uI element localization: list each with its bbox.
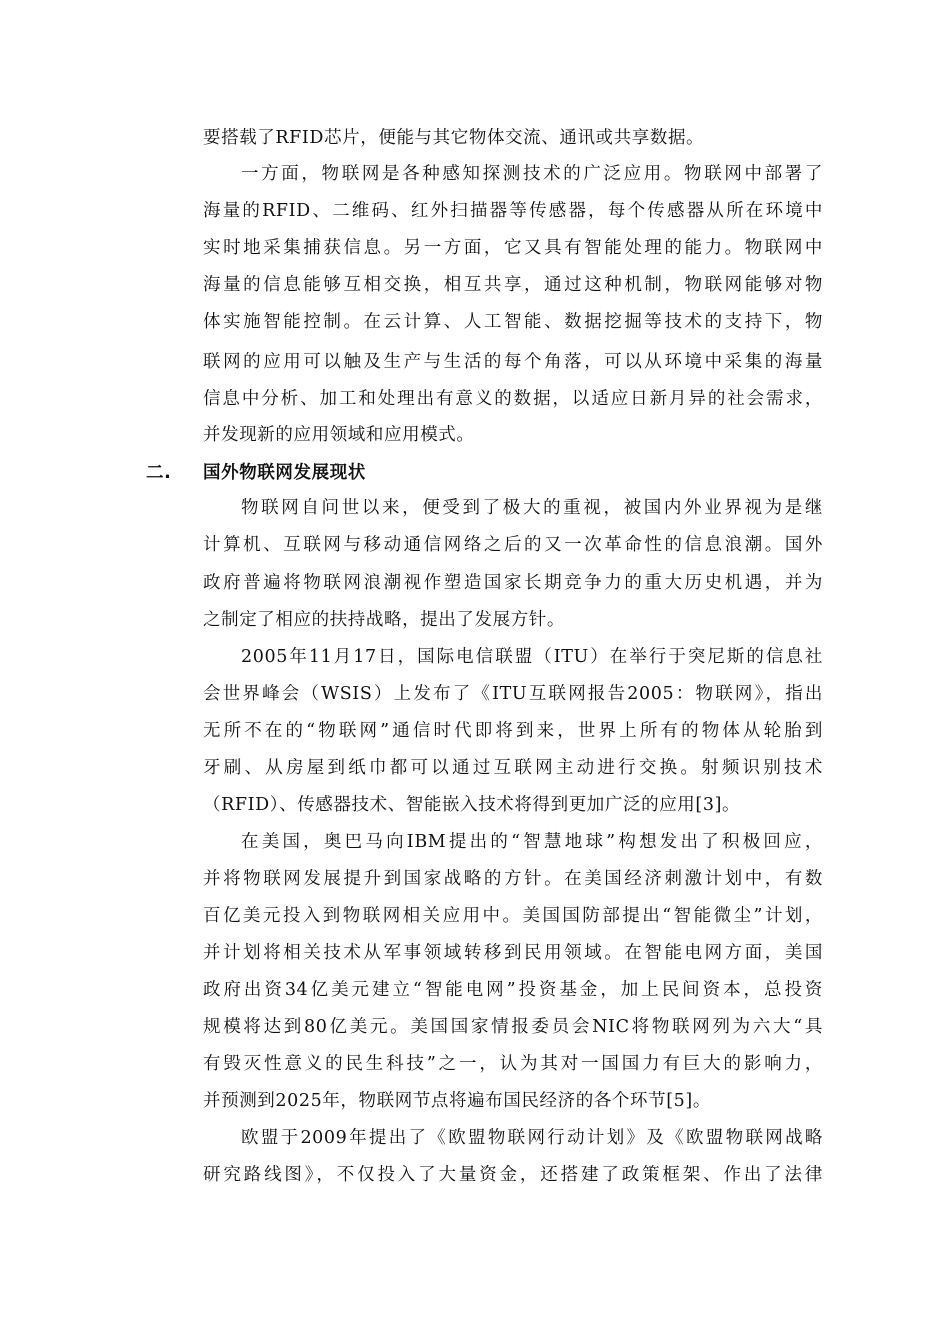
paragraph-line: 无所不在的“物联网”通信时代即将到来，世界上所有的物体从轮胎到 <box>203 721 823 741</box>
paragraph-line: （RFID）、传感器技术、智能嵌入技术将得到更加广泛的应用[3]。 <box>203 795 741 815</box>
section-heading: 国外物联网发展现状 <box>203 463 366 483</box>
paragraph-line: 一方面，物联网是各种感知探测技术的广泛应用。物联网中部署了 <box>241 164 823 184</box>
paragraph-line: 欧盟于2009年提出了《欧盟物联网行动计划》及《欧盟物联网战略 <box>241 1128 823 1148</box>
paragraph-line: 政府普遍将物联网浪潮视作塑造国家长期竞争力的重大历史机遇，并为 <box>203 573 823 593</box>
paragraph-line: 要搭载了RFID芯片，便能与其它物体交流、通讯或共享数据。 <box>203 128 705 148</box>
paragraph-line: 并将物联网发展提升到国家战略的方针。在美国经济刺激计划中，有数 <box>203 869 823 889</box>
paragraph-line: 联网的应用可以触及生产与生活的每个角落，可以从环境中采集的海量 <box>203 352 823 372</box>
paragraph-line: 研究路线图》，不仅投入了大量资金，还搭建了政策框架、作出了法律 <box>203 1165 823 1185</box>
paragraph-line: 海量的RFID、二维码、红外扫描器等传感器，每个传感器从所在环境中 <box>203 201 823 221</box>
paragraph-line: 在美国，奥巴马向IBM提出的“智慧地球”构想发出了积极回应， <box>241 832 823 852</box>
paragraph-line: 会世界峰会（WSIS）上发布了《ITU互联网报告2005：物联网》，指出 <box>203 684 823 704</box>
paragraph-line: 物联网自问世以来，便受到了极大的重视，被国内外业界视为是继 <box>241 498 823 518</box>
paragraph-line: 体实施智能控制。在云计算、人工智能、数据挖掘等技术的支持下，物 <box>203 312 823 332</box>
paragraph-line: 计算机、互联网与移动通信网络之后的又一次革命性的信息浪潮。国外 <box>203 535 823 555</box>
paragraph-line: 之制定了相应的扶持战略，提出了发展方针。 <box>203 610 565 630</box>
paragraph-line: 有毁灭性意义的民生科技”之一，认为其对一国国力有巨大的影响力， <box>203 1054 823 1074</box>
paragraph-line: 并预测到2025年，物联网节点将遍布国民经济的各个环节[5]。 <box>203 1091 711 1111</box>
paragraph-line: 海量的信息能够互相交换，相互共享，通过这种机制，物联网能够对物 <box>203 275 823 295</box>
paragraph-line: 百亿美元投入到物联网相关应用中。美国国防部提出“智能微尘”计划， <box>203 906 823 926</box>
paragraph-line: 并发现新的应用领域和应用模式。 <box>203 425 475 445</box>
paragraph-line: 信息中分析、加工和处理出有意义的数据，以适应日新月异的社会需求， <box>203 389 823 409</box>
section-number: 二. <box>146 463 172 483</box>
paragraph-line: 并计划将相关技术从军事领域转移到民用领域。在智能电网方面，美国 <box>203 943 823 963</box>
paragraph-line: 规模将达到80亿美元。美国国家情报委员会NIC将物联网列为六大“具 <box>203 1017 823 1037</box>
paragraph-line: 政府出资34亿美元建立“智能电网”投资基金，加上民间资本，总投资 <box>203 980 823 1000</box>
paragraph-line: 2005年11月17日，国际电信联盟（ITU）在举行于突尼斯的信息社 <box>241 647 823 667</box>
paragraph-line: 实时地采集捕获信息。另一方面，它又具有智能处理的能力。物联网中 <box>203 238 823 258</box>
paragraph-line: 牙刷、从房屋到纸巾都可以通过互联网主动进行交换。射频识别技术 <box>203 758 823 778</box>
